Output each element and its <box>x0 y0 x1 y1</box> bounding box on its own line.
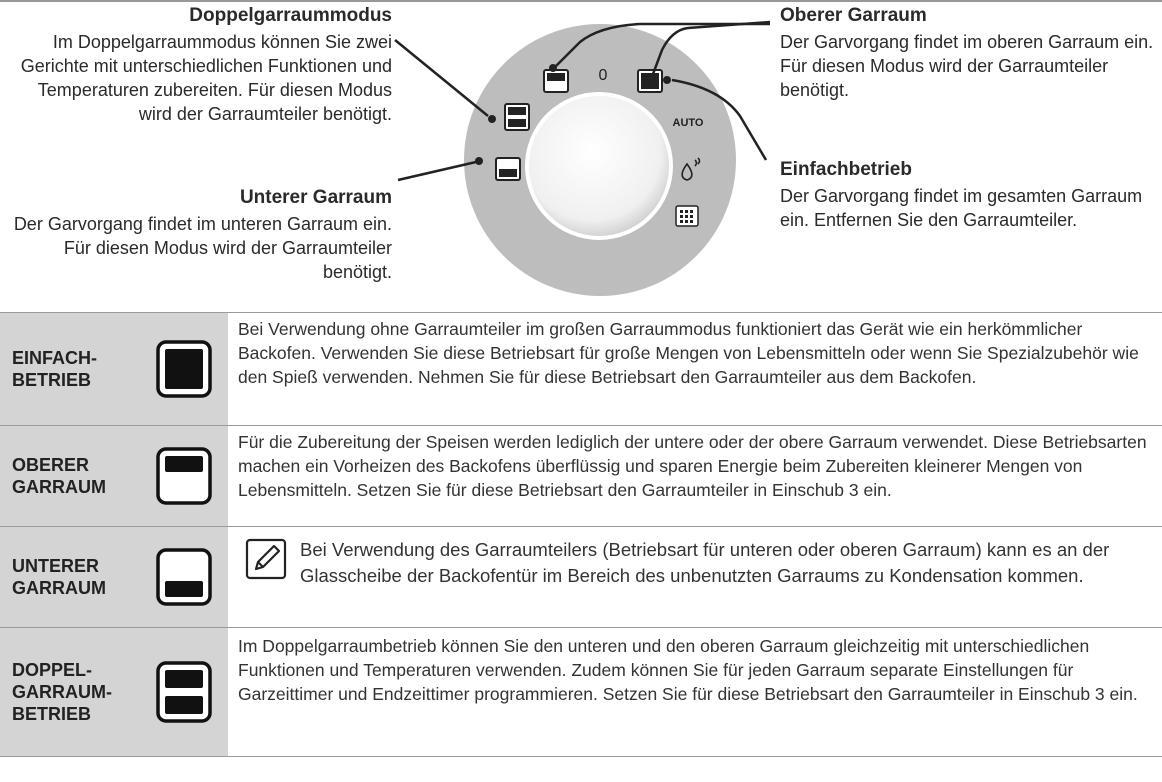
dial-zero-label: 0 <box>598 67 608 84</box>
callout-doppelgarraummodus <box>10 4 392 126</box>
note-text: Bei Verwendung des Garraumteilers (Betriebsart für unteren oder oberen Garraum) kann es an der Glasscheibe der Backofentür im Bereich des unbenutzten Garraums zu Kondensation kommen. <box>300 539 1110 586</box>
callout-text: Der Garvorgang findet im oberen Garraum ein. Für diesen Modus wird der Garraumteiler benötigt. <box>780 32 1154 100</box>
table-row <box>0 425 1162 526</box>
mode-label: DOPPEL- GARRAUM- BETRIEB <box>0 628 140 756</box>
leader-unterer <box>398 162 476 180</box>
mode-table <box>0 312 1162 757</box>
note-pencil-icon <box>244 537 288 581</box>
callout-text: Der Garvorgang findet im gesamten Garraum ein. Entfernen Sie den Garraumteiler. <box>780 186 1143 230</box>
note <box>238 531 1154 589</box>
callout-text: Der Garvorgang findet im unteren Garraum ein. Für diesen Modus wird der Garraumteiler benötigt. <box>13 214 392 282</box>
dial-full-cavity-icon <box>638 70 662 92</box>
dual-cavity-icon <box>140 628 228 756</box>
callout-title: Oberer Garraum <box>780 5 927 26</box>
callout-text: Im Doppelgarraummodus können Sie zwei Gerichte mit unterschiedlichen Funktionen und Temperaturen zubereiten. Für diesen Modus wird der Garraumteiler benötigt. <box>20 32 392 124</box>
callout-oberer-garraum <box>780 4 1160 102</box>
upper-cavity-icon <box>140 426 228 526</box>
dial-upper-cavity-icon <box>544 70 568 92</box>
mode-description: Im Doppelgarraumbetrieb können Sie den unteren und den oberen Garraum gleichzeitig mit unterschiedlichen Funktionen und Temperaturen verwenden. Zudem können Sie für jeden Garraum separate Einstellungen für Garzeittimer und Endzeittimer programmieren. Setzen Sie für diese Betriebsart den Garraumteiler in Einschub 3 ein. <box>228 628 1162 756</box>
mode-label: OBERER GARRAUM <box>0 426 140 526</box>
callout-einfachbetrieb <box>780 158 1160 232</box>
lower-cavity-icon <box>140 527 228 627</box>
mode-label: UNTERER GARRAUM <box>0 527 140 627</box>
dial-lower-cavity-icon <box>496 158 520 180</box>
callout-title: Unterer Garraum <box>239 187 392 208</box>
dial-auto-label: AUTO <box>672 117 704 129</box>
mode-description: Für die Zubereitung der Speisen werden lediglich der untere oder der obere Garraum verwendet. Diese Betriebsarten machen ein Vorheizen des Backofens überflüssig und sparen Energie beim Zubereiten kleinerer Mengen von Lebensmitteln. Setzen Sie für diese Betriebsart den Garraumteiler in Einschub 3 ein. <box>228 426 1162 526</box>
callout-unterer-garraum <box>12 186 392 284</box>
table-row <box>0 627 1162 757</box>
dial-dual-cavity-icon <box>505 104 529 130</box>
mode-description <box>228 527 1162 627</box>
callout-title: Doppelgarraummodus <box>189 5 392 26</box>
dial-menu-icon <box>676 206 698 226</box>
table-row <box>0 526 1162 627</box>
full-cavity-icon <box>140 313 228 425</box>
callout-title: Einfachbetrieb <box>780 159 912 180</box>
table-row <box>0 312 1162 425</box>
leader-doppel <box>395 40 488 116</box>
mode-description: Bei Verwendung ohne Garraumteiler im großen Garraummodus funktioniert das Gerät wie ein herkömmlicher Backofen. Verwenden Sie diese Betriebsart für große Mengen von Lebensmitteln oder wenn Sie Spezialzubehör wie den Spieß verwenden. Nehmen Sie für diese Betriebsart den Garraumteiler aus dem Backofen. <box>228 313 1162 425</box>
mode-label: EINFACH- BETRIEB <box>0 313 140 425</box>
dial-diagram <box>0 0 1162 306</box>
